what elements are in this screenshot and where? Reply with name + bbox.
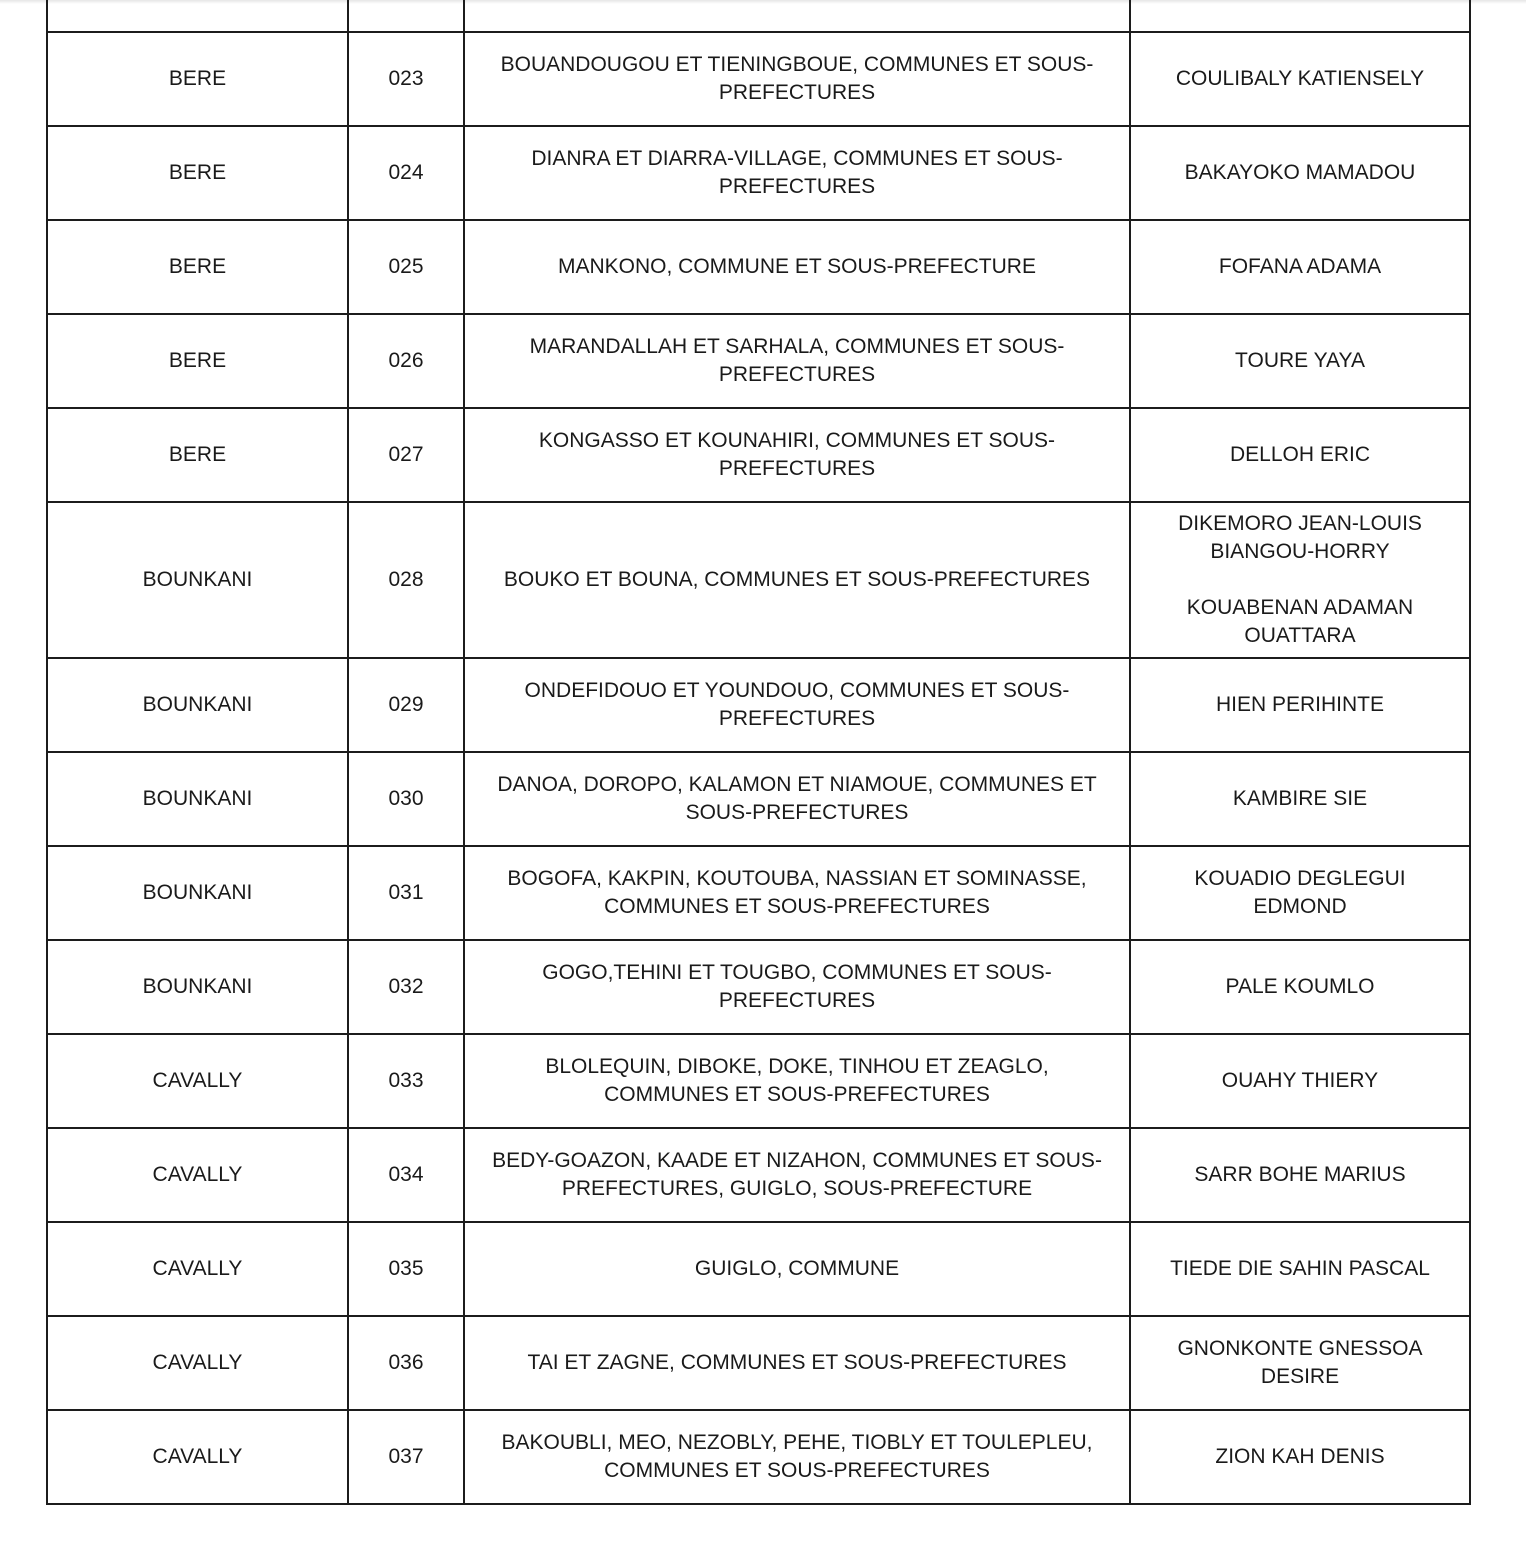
cell-region [47, 0, 348, 32]
cell-circonscription [464, 32, 1130, 126]
circonscription-line: BAKOUBLI, MEO, NEZOBLY, PEHE, TIOBLY ET TOULEPLEU, [501, 1431, 1093, 1454]
table-row [47, 1222, 1470, 1316]
cell-code: 032 [348, 940, 464, 1034]
circonscription-line: GOGO,TEHINI ET TOUGBO, COMMUNES ET SOUS- [542, 961, 1052, 984]
cell-candidates [1130, 940, 1470, 1034]
cell-candidates [1130, 126, 1470, 220]
cell-code: 031 [348, 846, 464, 940]
cell-region: BERE [47, 314, 348, 408]
candidate-name-line: BIANGOU-HORRY [1210, 540, 1390, 563]
cell-candidates [1130, 846, 1470, 940]
table-row [47, 1410, 1470, 1504]
candidate-name-line: DELLOH ERIC [1229, 443, 1371, 466]
cell-region: CAVALLY [47, 1316, 348, 1410]
cell-code: 026 [348, 314, 464, 408]
circonscription-line: COMMUNES ET SOUS-PREFECTURES [604, 895, 990, 918]
circonscription-line: GUIGLO, COMMUNE [694, 1257, 900, 1280]
cell-code: 023 [348, 32, 464, 126]
circonscription-line: BLOLEQUIN, DIBOKE, DOKE, TINHOU ET ZEAGLO, [545, 1055, 1049, 1078]
circonscription-line: BEDY-GOAZON, KAADE ET NIZAHON, COMMUNES ET SOUS- [492, 1149, 1102, 1172]
cell-circonscription [464, 846, 1130, 940]
cell-candidates [1130, 1034, 1470, 1128]
candidate-name-line: COULIBALY KATIENSELY [1175, 67, 1425, 90]
circonscription-line: PREFECTURES [718, 81, 876, 104]
cell-circonscription [464, 0, 1130, 32]
table-row [47, 1316, 1470, 1410]
cell-circonscription [464, 1128, 1130, 1222]
cell-region: CAVALLY [47, 1128, 348, 1222]
circonscription-line: MARANDALLAH ET SARHALA, COMMUNES ET SOUS- [529, 335, 1065, 358]
cell-code: 025 [348, 220, 464, 314]
cell-candidates [1130, 1128, 1470, 1222]
candidate-name-line: PALE KOUMLO [1225, 975, 1375, 998]
cell-code [348, 0, 464, 32]
cell-candidates [1130, 314, 1470, 408]
circonscription-line: PREFECTURES [718, 363, 876, 386]
cell-region: BOUNKANI [47, 940, 348, 1034]
cell-region: BOUNKANI [47, 846, 348, 940]
cell-circonscription [464, 1034, 1130, 1128]
candidate-name-line: EDMOND [1253, 895, 1347, 918]
candidate-name-line: TOURE YAYA [1235, 349, 1365, 372]
cell-circonscription [464, 658, 1130, 752]
circonscription-line: SOUS-PREFECTURES [685, 801, 909, 824]
cell-circonscription [464, 1410, 1130, 1504]
cell-code: 033 [348, 1034, 464, 1128]
table-row [47, 1128, 1470, 1222]
cell-code: 030 [348, 752, 464, 846]
table-body [47, 0, 1470, 1504]
cell-code: 037 [348, 1410, 464, 1504]
candidate-name-line: KOUADIO DEGLEGUI [1194, 867, 1406, 890]
cell-code: 034 [348, 1128, 464, 1222]
cell-code: 035 [348, 1222, 464, 1316]
circonscription-line: DANOA, DOROPO, KALAMON ET NIAMOUE, COMMUNES ET [497, 773, 1097, 796]
table-row [47, 846, 1470, 940]
cell-candidates [1130, 1410, 1470, 1504]
circonscription-line: BOUANDOUGOU ET TIENINGBOUE, COMMUNES ET SOUS- [500, 53, 1094, 76]
candidate-name-line: ZION KAH DENIS [1215, 1445, 1385, 1468]
cell-candidates [1130, 32, 1470, 126]
table-row [47, 940, 1470, 1034]
cell-region: BERE [47, 220, 348, 314]
cell-code: 036 [348, 1316, 464, 1410]
candidate-name-line: GNONKONTE GNESSOA [1177, 1337, 1423, 1360]
cell-code: 028 [348, 502, 464, 658]
table-row-partial [47, 0, 1470, 32]
cell-circonscription [464, 752, 1130, 846]
cell-region: CAVALLY [47, 1410, 348, 1504]
cell-candidates [1130, 0, 1470, 32]
cell-code: 024 [348, 126, 464, 220]
candidate-name-line: BAKAYOKO MAMADOU [1184, 161, 1416, 184]
table-row [47, 408, 1470, 502]
candidate-name-line: HIEN PERIHINTE [1215, 693, 1385, 716]
circonscription-line: COMMUNES ET SOUS-PREFECTURES [604, 1459, 990, 1482]
table-row [47, 32, 1470, 126]
cell-candidates [1130, 658, 1470, 752]
circonscription-line: PREFECTURES [718, 457, 876, 480]
cell-code: 027 [348, 408, 464, 502]
candidate-name-line: KOUABENAN ADAMAN [1186, 596, 1414, 619]
cell-candidates [1130, 1316, 1470, 1410]
candidate-name-line: OUATTARA [1244, 624, 1356, 647]
cell-circonscription [464, 1222, 1130, 1316]
cell-circonscription [464, 1316, 1130, 1410]
cell-circonscription [464, 314, 1130, 408]
table-row [47, 658, 1470, 752]
candidate-name-line: DESIRE [1260, 1365, 1340, 1388]
candidate-gap [1135, 566, 1465, 594]
cell-region: BERE [47, 126, 348, 220]
circonscription-line: PREFECTURES [718, 175, 876, 198]
cell-region: CAVALLY [47, 1222, 348, 1316]
cell-candidates [1130, 752, 1470, 846]
cell-region: BERE [47, 32, 348, 126]
table-row [47, 314, 1470, 408]
circonscription-line: TAI ET ZAGNE, COMMUNES ET SOUS-PREFECTURES [527, 1351, 1067, 1374]
cell-candidates [1130, 408, 1470, 502]
table-row [47, 126, 1470, 220]
candidate-name-line: FOFANA ADAMA [1218, 255, 1382, 278]
circonscription-line: PREFECTURES [718, 989, 876, 1012]
cell-code: 029 [348, 658, 464, 752]
circonscription-line: BOGOFA, KAKPIN, KOUTOUBA, NASSIAN ET SOMINASSE, [507, 867, 1087, 890]
cell-circonscription [464, 408, 1130, 502]
table-row [47, 752, 1470, 846]
candidates-table [46, 0, 1471, 1505]
cell-region: BOUNKANI [47, 752, 348, 846]
circonscription-line: KONGASSO ET KOUNAHIRI, COMMUNES ET SOUS- [538, 429, 1056, 452]
table-row [47, 220, 1470, 314]
cell-circonscription [464, 502, 1130, 658]
candidate-name-line: DIKEMORO JEAN-LOUIS [1178, 512, 1422, 535]
circonscription-line: MANKONO, COMMUNE ET SOUS-PREFECTURE [558, 255, 1036, 278]
cell-region: BERE [47, 408, 348, 502]
cell-circonscription [464, 220, 1130, 314]
candidate-name-line: TIEDE DIE SAHIN PASCAL [1170, 1257, 1430, 1280]
candidate-name-line: OUAHY THIERY [1221, 1069, 1379, 1092]
cell-candidates [1130, 1222, 1470, 1316]
table-row [47, 1034, 1470, 1128]
circonscription-line: PREFECTURES, GUIGLO, SOUS-PREFECTURE [561, 1177, 1033, 1200]
circonscription-line: ONDEFIDOUO ET YOUNDOUO, COMMUNES ET SOUS- [524, 679, 1070, 702]
cell-candidates [1130, 502, 1470, 658]
cell-circonscription [464, 126, 1130, 220]
cell-region: BOUNKANI [47, 658, 348, 752]
cell-region: BOUNKANI [47, 502, 348, 658]
table-row [47, 502, 1470, 658]
circonscription-line: COMMUNES ET SOUS-PREFECTURES [604, 1083, 990, 1106]
cell-region: CAVALLY [47, 1034, 348, 1128]
cell-candidates [1130, 220, 1470, 314]
circonscription-line: BOUKO ET BOUNA, COMMUNES ET SOUS-PREFECTURES [503, 568, 1091, 591]
circonscription-line: PREFECTURES [718, 707, 876, 730]
candidate-name-line: KAMBIRE SIE [1232, 787, 1368, 810]
candidate-name-line: SARR BOHE MARIUS [1194, 1163, 1406, 1186]
circonscription-line: DIANRA ET DIARRA-VILLAGE, COMMUNES ET SOUS- [531, 147, 1063, 170]
cell-circonscription [464, 940, 1130, 1034]
